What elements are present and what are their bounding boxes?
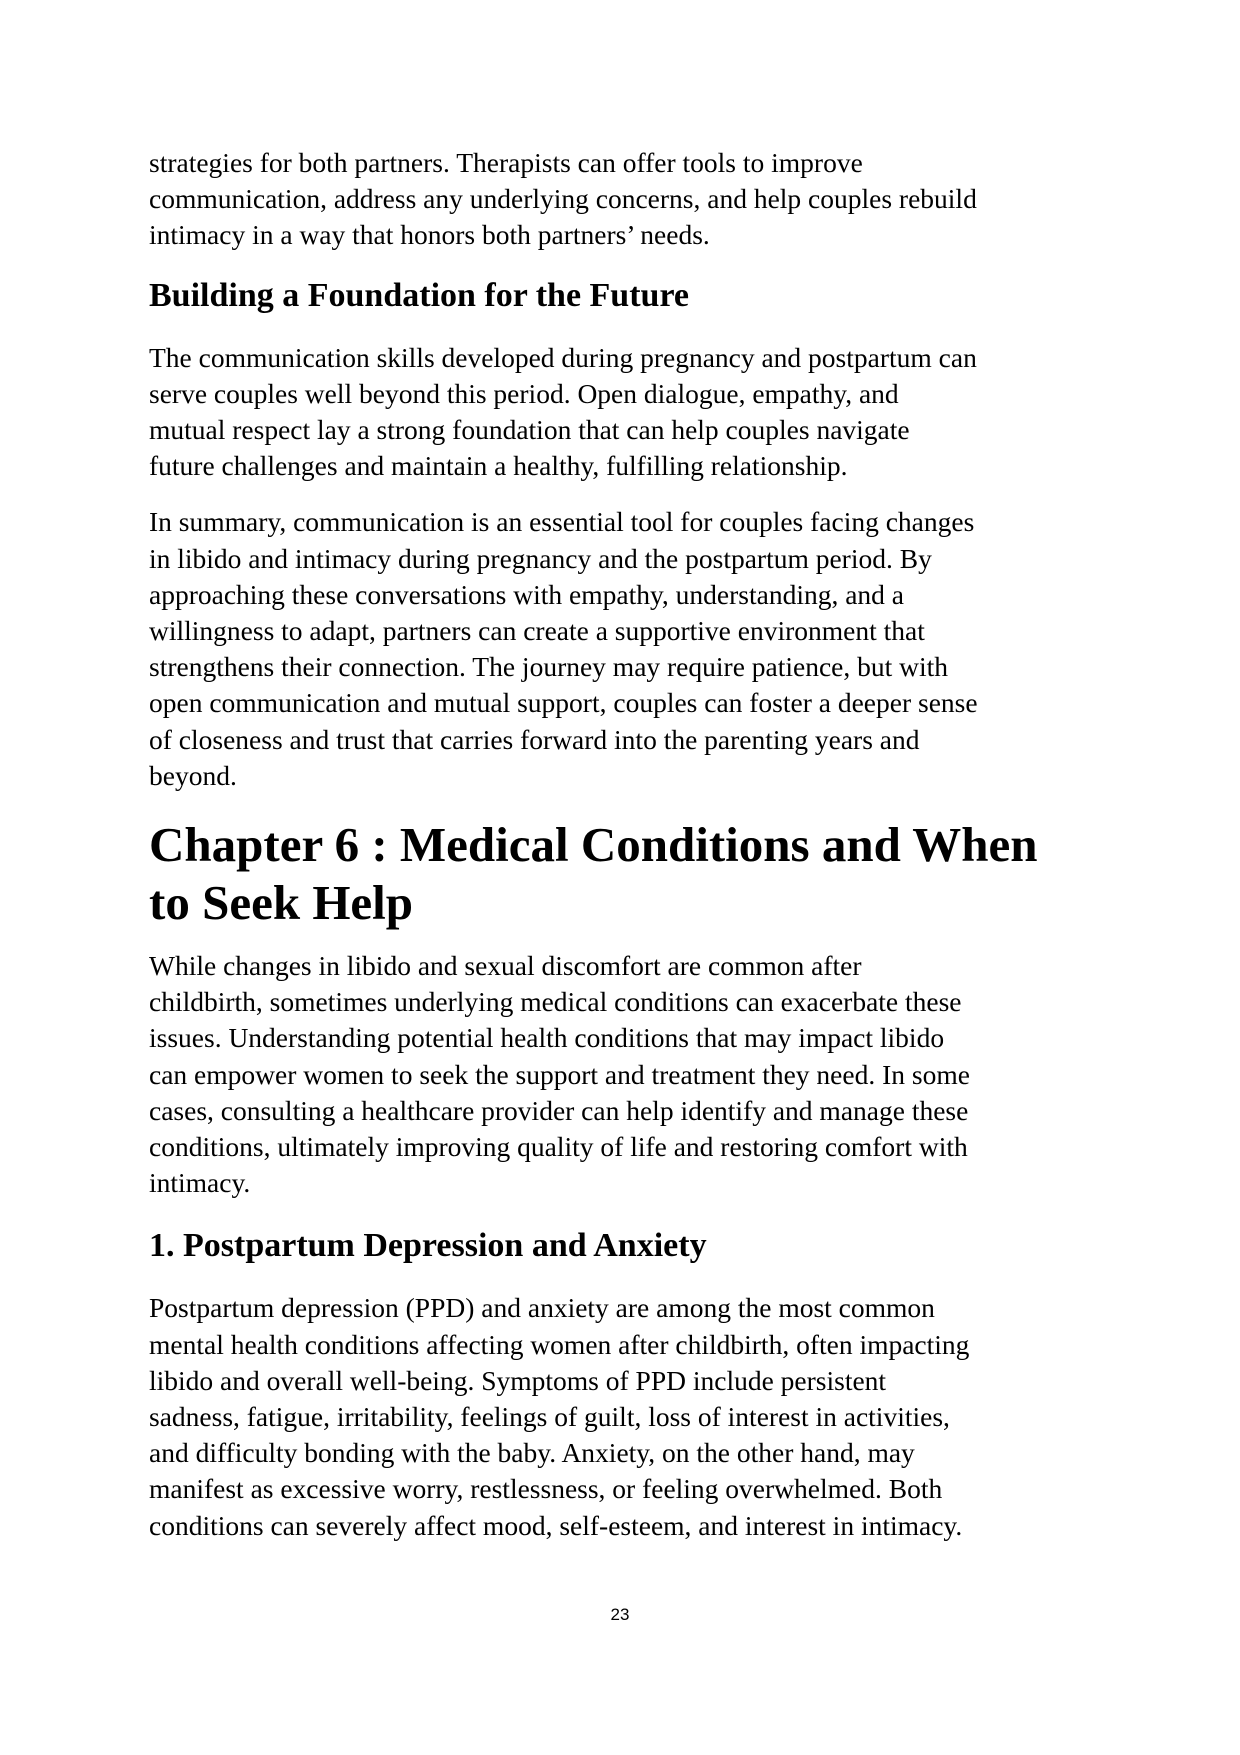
paragraph-therapy-strategies: strategies for both partners. Therapists can offer tools to improve communication, address any underlying concerns, and help couples rebuild intimacy in a way that honors both partners’ needs. — [149, 147, 977, 251]
section-heading-building-foundation: Building a Foundation for the Future — [149, 276, 690, 314]
page-number: 23 — [610, 1605, 630, 1624]
chapter-heading: Chapter 6 : Medical Conditions and When to Seek Help — [149, 817, 1038, 931]
paragraph-summary: In summary, communication is an essential tool for couples facing changes in libido and intimacy during pregnancy and the postpartum period. By approaching these conversations with empathy, understanding, and a willingness to adapt, partners can create a supportive environment that strengthens their connection. The journey may require patience, but with open communication and mutual support, couples can foster a deeper sense of closeness and trust that carries forward into the parenting years and beyond. — [149, 506, 978, 791]
section-heading-postpartum-depression: 1. Postpartum Depression and Anxiety — [149, 1227, 707, 1265]
page-content — [149, 145, 1109, 1544]
paragraph-communication-skills: The communication skills developed during pregnancy and postpartum can serve couples well beyond this period. Open dialogue, empathy, and mutual respect lay a strong foundation that can help couples navigate future challenges and maintain a healthy, fulfilling relationship. — [149, 341, 977, 482]
paragraph-postpartum-depression: Postpartum depression (PPD) and anxiety are among the most common mental health conditions affecting women after childbirth, often impacting libido and overall well-being. Symptoms of PPD include persistent sadness, fatigue, irritability, feelings of guilt, loss of interest in activities, and difficulty bonding with the baby. Anxiety, on the other hand, may manifest as excessive worry, restlessness, or feeling overwhelmed. Both conditions can severely affect mood, self-esteem, and interest in intimacy. — [149, 1292, 970, 1541]
paragraph-chapter-intro: While changes in libido and sexual discomfort are common after childbirth, sometimes underlying medical conditions can exacerbate these issues. Understanding potential health conditions that may impact libido can empower women to seek the support and treatment they need. In some cases, consulting a healthcare provider can help identify and manage these conditions, ultimately improving quality of life and restoring comfort with intimacy. — [149, 950, 970, 1199]
